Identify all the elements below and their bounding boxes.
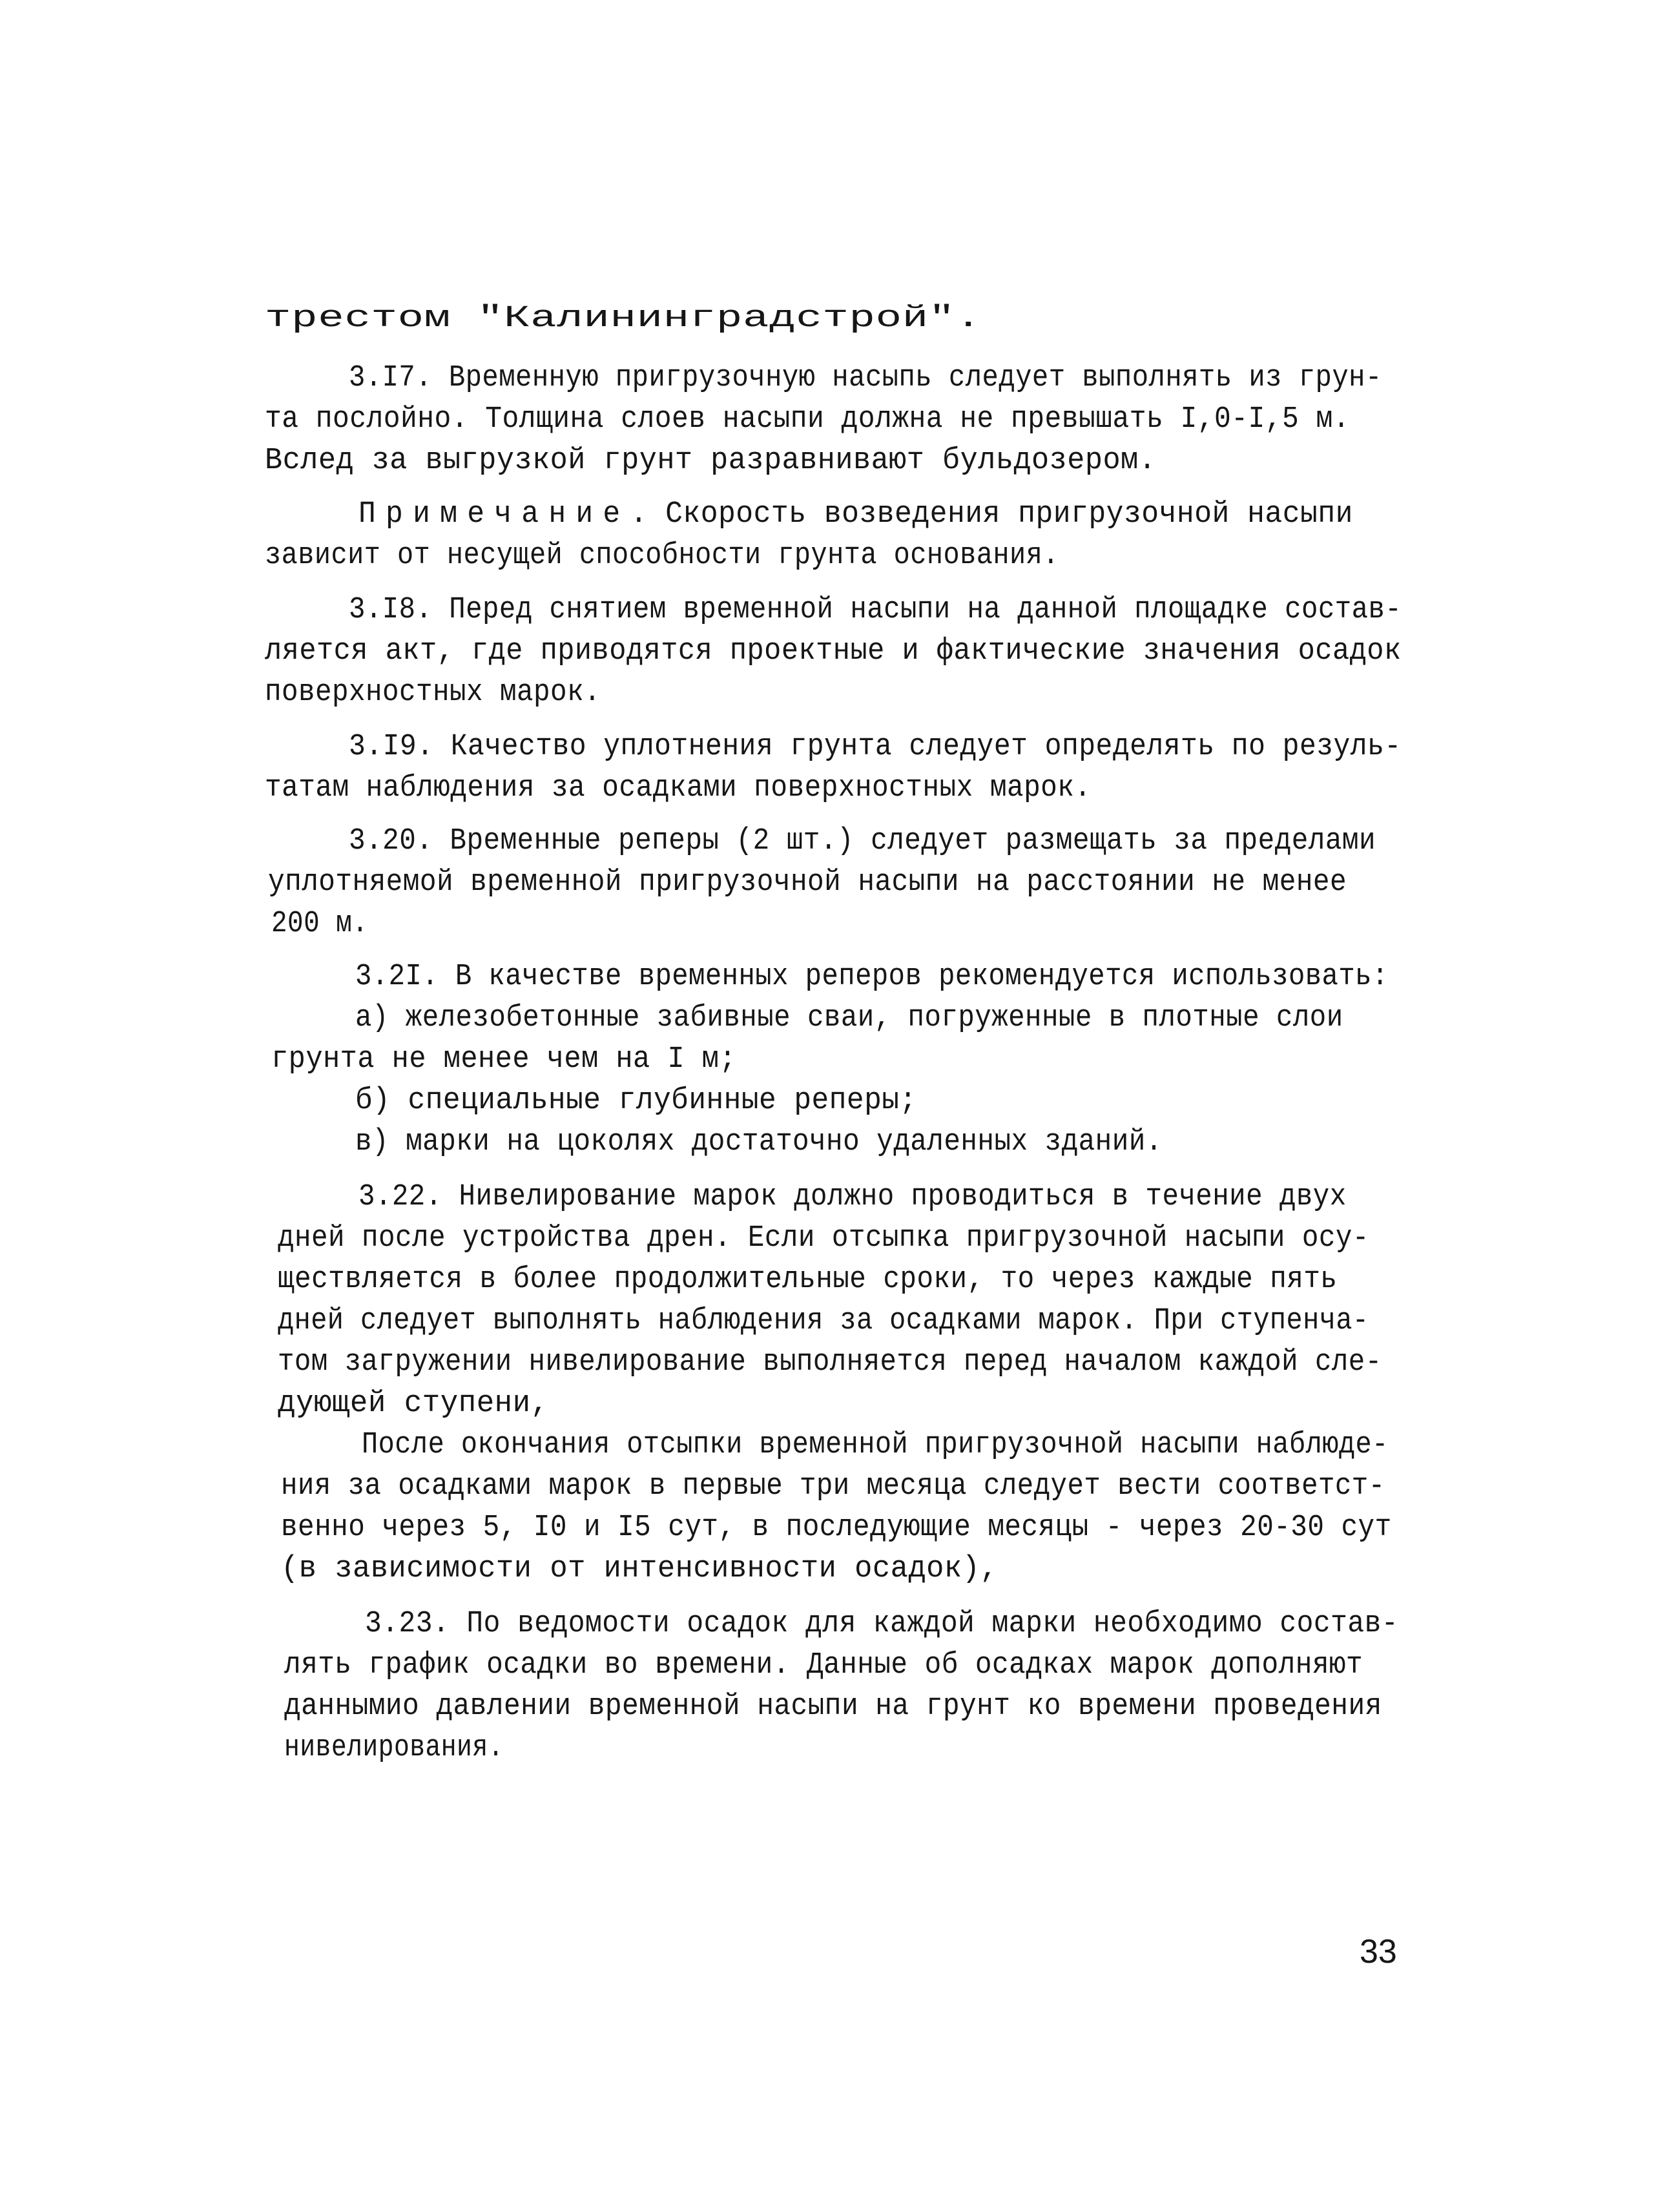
text-line: 3.I7. Временную пригрузочную насыпь следует выполнять из грун- <box>349 361 1382 395</box>
note-text: . Скорость возведения пригрузочной насыпи <box>630 497 1353 532</box>
text-line: 200 м. <box>271 907 369 941</box>
note-label: Примечание <box>358 497 630 532</box>
text-line: (в зависимости от интенсивности осадок), <box>281 1552 999 1586</box>
text-line: ния за осадками марок в первые три месяца следует вести соответст- <box>281 1469 1385 1504</box>
text-line: даннымио давлении временной насыпи на грунт ко времени проведения <box>284 1690 1382 1724</box>
text-line: а) железобетонные забивные сваи, погруженные в плотные слои <box>355 1001 1343 1035</box>
text-line: ществляется в более продолжительные сроки, то через каждые пять <box>278 1263 1338 1297</box>
text-line: Вслед за выгрузкой грунт разравнивают бульдозером. <box>265 444 1157 478</box>
text-line: венно через 5, I0 и I5 сут, в последующие месяцы - через 20-30 сут <box>281 1511 1392 1545</box>
text-line: После окончания отсыпки временной пригрузочной насыпи наблюде- <box>362 1428 1389 1462</box>
text-line: дующей ступени, <box>278 1387 549 1421</box>
text-line: б) специальные глубинные реперы; <box>355 1084 917 1118</box>
text-line: дней следует выполнять наблюдения за осадками марок. При ступенча- <box>278 1304 1369 1338</box>
note-line <box>358 494 1353 535</box>
text-line: трестом "Калининградстрой". <box>265 302 982 336</box>
text-line: ляется акт, где приводятся проектные и фактические значения осадок <box>265 634 1402 668</box>
text-line: в) марки на цоколях достаточно удаленных зданий. <box>355 1125 1163 1159</box>
text-line: нивелирования. <box>284 1731 504 1765</box>
text-line: та послойно. Толщина слоев насыпи должна не превышать I,0-I,5 м. <box>265 402 1351 437</box>
text-line: 3.I9. Качество уплотнения грунта следует определять по резуль- <box>349 730 1402 764</box>
text-line: уплотняемой временной пригрузочной насыпи на расстоянии не менее <box>268 865 1347 900</box>
text-line: лять график осадки во времени. Данные об осадках марок дополняют <box>284 1648 1363 1682</box>
text-line: 3.22. Нивелирование марок должно проводиться в течение двух <box>358 1180 1347 1214</box>
text-line: зависит от несущей способности грунта основания. <box>265 539 1059 573</box>
text-line: татам наблюдения за осадками поверхностных марок. <box>265 771 1092 805</box>
text-line: поверхностных марок. <box>265 676 601 710</box>
page-number: 33 <box>1360 1933 1397 1970</box>
text-line: 3.I8. Перед снятием временной насыпи на данной площадке состав- <box>349 593 1402 627</box>
text-line: дней после устройства дрен. Если отсыпка пригрузочной насыпи осу- <box>278 1221 1369 1256</box>
text-line: грунта не менее чем на I м; <box>271 1042 737 1077</box>
text-line: 3.2I. В качестве временных реперов рекомендуется использовать: <box>355 960 1389 994</box>
text-line: том загружении нивелирование выполняется перед началом каждой сле- <box>278 1345 1382 1380</box>
text-line: 3.20. Временные реперы (2 шт.) следует размещать за пределами <box>349 824 1376 858</box>
text-line: 3.23. По ведомости осадок для каждой марки необходимо состав- <box>365 1607 1399 1641</box>
